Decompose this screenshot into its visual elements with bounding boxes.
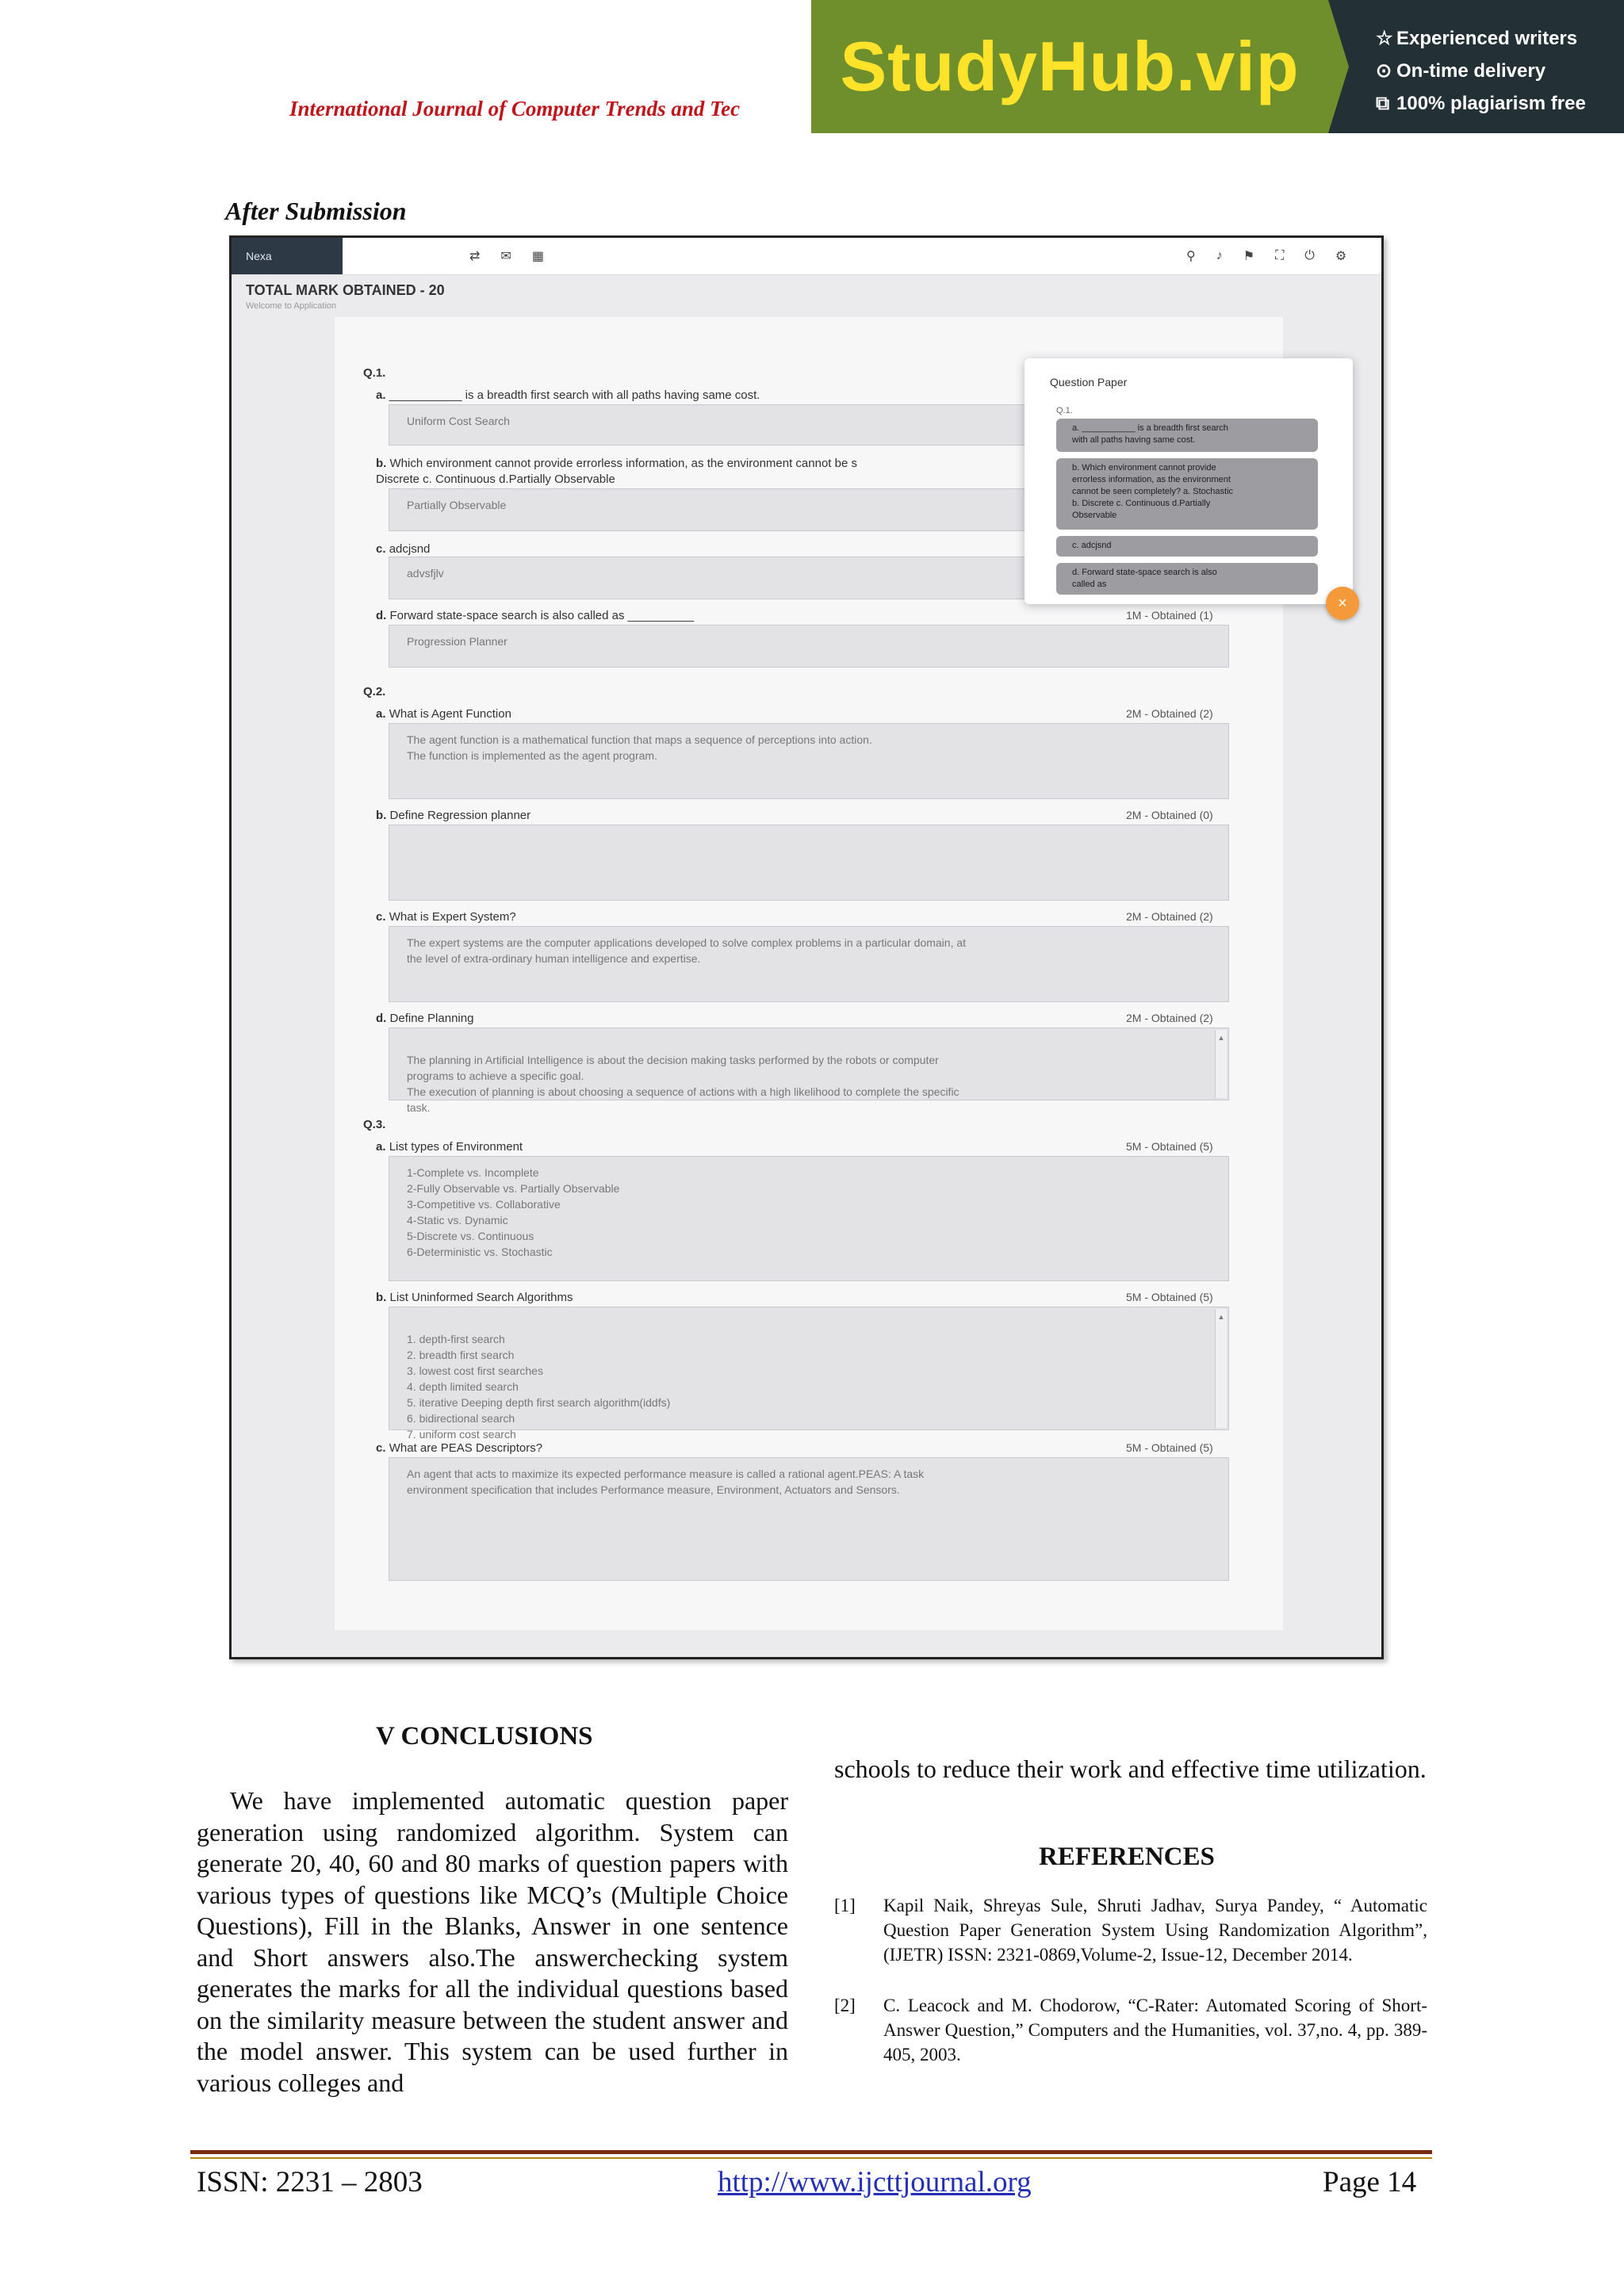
- mail-icon[interactable]: ✉: [500, 250, 511, 263]
- topbar-left-icons: [469, 238, 544, 274]
- question-text: d. Forward state-space search is also called as __________: [376, 609, 695, 622]
- question-label: Q.3.: [363, 1118, 386, 1131]
- answer-field[interactable]: advsfjlv: [389, 557, 1229, 599]
- question-text: a. What is Agent Function: [376, 707, 511, 721]
- question-text: a. ___________ is a breadth first search with all paths having same cost.: [376, 388, 760, 402]
- swap-icon[interactable]: ⇄: [469, 250, 481, 263]
- search-icon[interactable]: ⚲: [1186, 250, 1196, 263]
- answer-field[interactable]: An agent that acts to maximize its expected performance measure is called a rational agent.PEAS: A task environment specification that includes Performance measure, Environment, Actuators and Sensors.: [389, 1457, 1229, 1581]
- topbar-right-icons: [1186, 238, 1346, 274]
- total-mark: TOTAL MARK OBTAINED - 20: [246, 282, 445, 298]
- question-text: a. List types of Environment: [376, 1140, 523, 1154]
- answer-field[interactable]: The planning in Artificial Intelligence is about the decision making tasks performed by the robots or computer programs to achieve a specific goal. The execution of planning is about choosing a sequence of actions with a high likelihood to complete the specific task. ▲: [389, 1027, 1229, 1100]
- popup-question-item[interactable]: d. Forward state-space search is also called as: [1056, 563, 1318, 595]
- studyhub-banner[interactable]: [811, 0, 1624, 133]
- mark-obtained: 5M - Obtained (5): [1126, 1291, 1213, 1303]
- mark-obtained: 2M - Obtained (2): [1126, 910, 1213, 923]
- grid-icon[interactable]: ▦: [531, 250, 544, 263]
- question-text: c. adcjsnd: [376, 542, 431, 556]
- popup-question-item[interactable]: c. adcjsnd: [1056, 536, 1318, 557]
- reference-number: [1]: [834, 1896, 856, 1915]
- answer-field[interactable]: Uniform Cost Search: [389, 404, 1229, 446]
- app-brand[interactable]: Nexa: [232, 238, 343, 274]
- question-text: c. What is Expert System?: [376, 910, 516, 924]
- reference-item: [834, 1893, 1427, 1992]
- question-text: b. Define Regression planner: [376, 809, 531, 822]
- clock-icon: ⊙: [1376, 60, 1392, 82]
- fullscreen-icon[interactable]: ⛶: [1275, 249, 1285, 262]
- star-icon: ☆: [1376, 28, 1393, 49]
- popup-question-label: Q.1.: [1056, 406, 1073, 415]
- gear-icon[interactable]: ⚙: [1335, 250, 1347, 263]
- conclusions-text: [197, 1785, 788, 2099]
- page-number: Page 14: [1323, 2166, 1417, 2198]
- badge-plagiarism: ⧉ 100% plagiarism free: [1376, 87, 1624, 120]
- studyhub-logo[interactable]: StudyHub.vip: [811, 0, 1328, 133]
- conclusions-paragraph-cont: schools to reduce their work and effective time utilization.: [834, 1755, 1427, 1783]
- figure-caption: After Submission: [225, 197, 407, 225]
- answer-field[interactable]: The expert systems are the computer applications developed to solve complex problems in a particular domain, at the level of extra-ordinary human intelligence and expertise.: [389, 926, 1229, 1002]
- copy-icon: ⧉: [1376, 93, 1390, 114]
- reference-text: Kapil Naik, Shreyas Sule, Shruti Jadhav, Surya Pandey, “ Automatic Question Paper Generation System Using Randomization Algorithm”, (IJETR) ISSN: 2321-0869,Volume-2, Issue-12, December 2014.: [883, 1896, 1427, 1965]
- app-screenshot: [229, 235, 1384, 1659]
- question-label: Q.2.: [363, 685, 386, 698]
- question-paper-popup: [1025, 358, 1353, 604]
- banner-arrow: [1328, 0, 1349, 133]
- conclusions-continued: [834, 1754, 1429, 1785]
- question-text-cont: Discrete c. Continuous d.Partially Observable: [376, 473, 615, 486]
- footer-rule-thin: [190, 2157, 1432, 2159]
- journal-title: International Journal of Computer Trends and Tec: [289, 97, 741, 121]
- answer-field[interactable]: Partially Observable: [389, 488, 1229, 531]
- reference-item: [834, 1993, 1427, 2069]
- mark-obtained: 5M - Obtained (5): [1126, 1441, 1213, 1454]
- power-icon[interactable]: ⏻: [1304, 249, 1315, 262]
- mark-obtained: 1M - Obtained (1): [1126, 609, 1213, 622]
- footer-issn: ISSN: 2231 – 2803: [197, 2166, 423, 2198]
- question-text: b. Which environment cannot provide errorless information, as the environment cannot be s: [376, 457, 857, 470]
- banner-badges: [1349, 0, 1624, 133]
- bell-icon[interactable]: ♪: [1216, 249, 1223, 262]
- conclusions-paragraph: We have implemented automatic question paper generation using randomized algorithm. System can generate 20, 40, 60 and 80 marks of question papers with various types of questions like MCQ’s (Multiple Choice Questions), Fill in the Blanks, Answer in one sentence and Short answers also.The answerchecking system generates the marks for all the individual questions based on the similarity measure between the student answer and the model answer. This system can be used further in various colleges and: [197, 1786, 788, 2097]
- answer-field[interactable]: Progression Planner: [389, 625, 1229, 668]
- popup-title: Question Paper: [1050, 376, 1128, 388]
- question-text: c. What are PEAS Descriptors?: [376, 1441, 543, 1455]
- answer-field[interactable]: 1. depth-first search 2. breadth first search 3. lowest cost first searches 4. depth limited search 5. iterative Deeping depth first search algorithm(iddfs) 6. bidirectional search 7. uniform cost search ▲: [389, 1307, 1229, 1430]
- references-heading: REFERENCES: [1039, 1843, 1215, 1871]
- popup-question-item[interactable]: b. Which environment cannot provide errorless information, as the environment cannot be seen completely? a. Stochastic b. Discrete c. Continuous d.Partially Observable: [1056, 458, 1318, 530]
- answer-field[interactable]: The agent function is a mathematical function that maps a sequence of perceptions into action. The function is implemented as the agent program.: [389, 723, 1229, 799]
- footer-rule: [190, 2150, 1432, 2154]
- conclusions-heading: V CONCLUSIONS: [376, 1722, 593, 1751]
- answer-field[interactable]: [389, 825, 1229, 901]
- mark-obtained: 5M - Obtained (5): [1126, 1140, 1213, 1153]
- badge-ontime: ⊙ On-time delivery: [1376, 55, 1624, 87]
- reference-number: [2]: [834, 1996, 856, 2015]
- popup-question-item[interactable]: a. ___________ is a breadth first search with all paths having same cost.: [1056, 419, 1318, 452]
- mark-obtained: 2M - Obtained (2): [1126, 707, 1213, 720]
- app-topbar: [232, 238, 1381, 275]
- reference-text: C. Leacock and M. Chodorow, “C-Rater: Automated Scoring of Short-Answer Question,” Computers and the Humanities, vol. 37,no. 4, pp. 389-405, 2003.: [883, 1996, 1427, 2064]
- welcome-text: Welcome to Application: [246, 301, 337, 311]
- answer-field[interactable]: 1-Complete vs. Incomplete 2-Fully Observable vs. Partially Observable 3-Competitive vs. Collaborative 4-Static vs. Dynamic 5-Discrete vs. Continuous 6-Deterministic vs. Stochastic: [389, 1156, 1229, 1281]
- scrollbar[interactable]: ▲: [1215, 1309, 1227, 1428]
- journal-link[interactable]: http://www.ijcttjournal.org: [718, 2166, 1032, 2198]
- close-button[interactable]: ×: [1326, 587, 1359, 620]
- flag-icon[interactable]: ⚑: [1243, 250, 1255, 263]
- question-label: Q.1.: [363, 366, 386, 380]
- mark-obtained: 2M - Obtained (0): [1126, 809, 1213, 821]
- badge-experienced: ☆ Experienced writers: [1376, 22, 1624, 55]
- scrollbar[interactable]: ▲: [1215, 1030, 1227, 1098]
- question-text: d. Define Planning: [376, 1012, 474, 1025]
- question-text: b. List Uninformed Search Algorithms: [376, 1291, 573, 1304]
- mark-obtained: 2M - Obtained (2): [1126, 1012, 1213, 1024]
